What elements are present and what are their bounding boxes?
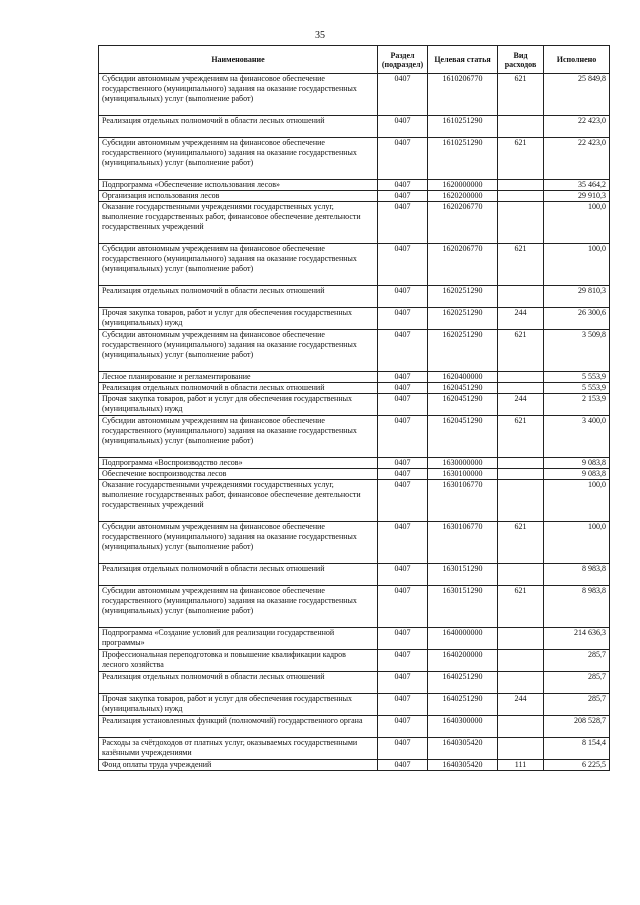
cell-section: 0407 [378,760,428,771]
cell-name: Оказание государственными учреждениями государственных услуг, выполнение государственных работ, финансовое обеспечение деятельности государственных учреждений [99,202,378,244]
cell-name: Реализация отдельных полномочий в области лесных отношений [99,116,378,138]
cell-article: 1620251290 [428,330,498,372]
cell-article: 1620206770 [428,202,498,244]
table-row [99,180,610,191]
table-row [99,716,610,738]
cell-executed: 208 528,7 [544,716,610,738]
header-article: Целевая статья [428,46,498,74]
header-executed: Исполнено [544,46,610,74]
cell-article: 1610251290 [428,138,498,180]
cell-executed: 8 154,4 [544,738,610,760]
cell-kind: 244 [498,694,544,716]
cell-section: 0407 [378,286,428,308]
cell-executed: 100,0 [544,480,610,522]
cell-kind [498,372,544,383]
cell-executed: 6 225,5 [544,760,610,771]
cell-article: 1620451290 [428,383,498,394]
cell-kind: 244 [498,394,544,416]
cell-executed: 22 423,0 [544,138,610,180]
cell-section: 0407 [378,716,428,738]
cell-kind [498,672,544,694]
cell-executed: 100,0 [544,202,610,244]
cell-article: 1640251290 [428,694,498,716]
cell-section: 0407 [378,383,428,394]
cell-section: 0407 [378,672,428,694]
table-row [99,202,610,244]
cell-section: 0407 [378,650,428,672]
cell-executed: 285,7 [544,672,610,694]
cell-executed: 8 983,8 [544,586,610,628]
table-row [99,760,610,771]
cell-name: Прочая закупка товаров, работ и услуг для обеспечения государственных (муниципальных) нужд [99,694,378,716]
cell-article: 1620200000 [428,191,498,202]
cell-article: 1630106770 [428,522,498,564]
cell-name: Реализация отдельных полномочий в области лесных отношений [99,383,378,394]
table-row [99,286,610,308]
cell-section: 0407 [378,564,428,586]
cell-article: 1640200000 [428,650,498,672]
cell-section: 0407 [378,202,428,244]
cell-article: 1610251290 [428,116,498,138]
cell-name: Реализация отдельных полномочий в области лесных отношений [99,564,378,586]
cell-article: 1630151290 [428,564,498,586]
table-row [99,244,610,286]
cell-executed: 5 553,9 [544,372,610,383]
cell-kind [498,628,544,650]
cell-article: 1620400000 [428,372,498,383]
table-row [99,116,610,138]
cell-kind [498,202,544,244]
cell-kind [498,738,544,760]
cell-executed: 8 983,8 [544,564,610,586]
cell-executed: 25 849,8 [544,74,610,116]
table-row [99,469,610,480]
table-row [99,480,610,522]
table-row [99,738,610,760]
cell-name: Расходы за счётдоходов от платных услуг, оказываемых государственными казёнными учреждениями [99,738,378,760]
table-row [99,416,610,458]
table-row [99,372,610,383]
cell-article: 1620000000 [428,180,498,191]
cell-section: 0407 [378,469,428,480]
cell-executed: 29 910,3 [544,191,610,202]
cell-name: Субсидии автономным учреждениям на финансовое обеспечение государственного (муниципального) задания на оказание государственных (муниципальных) услуг (выполнение работ) [99,522,378,564]
cell-article: 1620251290 [428,286,498,308]
cell-section: 0407 [378,330,428,372]
table-row [99,394,610,416]
cell-kind [498,650,544,672]
cell-kind: 621 [498,416,544,458]
cell-kind: 111 [498,760,544,771]
table-row [99,308,610,330]
cell-section: 0407 [378,416,428,458]
cell-name: Фонд оплаты труда учреждений [99,760,378,771]
cell-kind [498,286,544,308]
table-row [99,650,610,672]
cell-name: Субсидии автономным учреждениям на финансовое обеспечение государственного (муниципального) задания на оказание государственных (муниципальных) услуг (выполнение работ) [99,74,378,116]
table-row [99,586,610,628]
cell-article: 1630100000 [428,469,498,480]
cell-section: 0407 [378,480,428,522]
table-row [99,672,610,694]
cell-executed: 26 300,6 [544,308,610,330]
cell-executed: 285,7 [544,694,610,716]
cell-name: Субсидии автономным учреждениям на финансовое обеспечение государственного (муниципального) задания на оказание государственных (муниципальных) услуг (выполнение работ) [99,330,378,372]
cell-section: 0407 [378,74,428,116]
cell-executed: 29 810,3 [544,286,610,308]
table-row [99,330,610,372]
cell-executed: 3 400,0 [544,416,610,458]
cell-section: 0407 [378,738,428,760]
cell-kind [498,469,544,480]
table-row [99,628,610,650]
cell-executed: 3 509,8 [544,330,610,372]
cell-section: 0407 [378,394,428,416]
cell-kind [498,383,544,394]
cell-name: Лесное планирование и регламентирование [99,372,378,383]
cell-section: 0407 [378,458,428,469]
cell-executed: 100,0 [544,522,610,564]
cell-executed: 22 423,0 [544,116,610,138]
cell-kind [498,480,544,522]
cell-name: Прочая закупка товаров, работ и услуг для обеспечения государственных (муниципальных) нужд [99,308,378,330]
cell-article: 1640305420 [428,738,498,760]
cell-kind: 621 [498,522,544,564]
cell-name: Прочая закупка товаров, работ и услуг для обеспечения государственных (муниципальных) нужд [99,394,378,416]
table-header-row [99,46,610,74]
cell-section: 0407 [378,308,428,330]
table-row [99,191,610,202]
table-row [99,564,610,586]
cell-kind: 621 [498,244,544,286]
cell-article: 1640251290 [428,672,498,694]
cell-section: 0407 [378,116,428,138]
cell-name: Субсидии автономным учреждениям на финансовое обеспечение государственного (муниципального) задания на оказание государственных (муниципальных) услуг (выполнение работ) [99,138,378,180]
cell-article: 1620251290 [428,308,498,330]
cell-name: Реализация отдельных полномочий в области лесных отношений [99,286,378,308]
cell-executed: 35 464,2 [544,180,610,191]
cell-name: Субсидии автономным учреждениям на финансовое обеспечение государственного (муниципального) задания на оказание государственных (муниципальных) услуг (выполнение работ) [99,244,378,286]
cell-name: Оказание государственными учреждениями государственных услуг, выполнение государственных работ, финансовое обеспечение деятельности государственных учреждений [99,480,378,522]
cell-executed: 9 083,8 [544,469,610,480]
table-row [99,74,610,116]
cell-section: 0407 [378,244,428,286]
header-kind: Вид расходов [498,46,544,74]
cell-kind [498,458,544,469]
table-row [99,383,610,394]
cell-executed: 285,7 [544,650,610,672]
cell-article: 1620206770 [428,244,498,286]
cell-section: 0407 [378,138,428,180]
table-row [99,138,610,180]
cell-executed: 100,0 [544,244,610,286]
cell-kind [498,116,544,138]
cell-executed: 5 553,9 [544,383,610,394]
cell-article: 1640000000 [428,628,498,650]
cell-name: Реализация отдельных полномочий в области лесных отношений [99,672,378,694]
cell-kind: 621 [498,586,544,628]
cell-section: 0407 [378,522,428,564]
cell-name: Подпрограмма «Обеспечение использования лесов» [99,180,378,191]
cell-article: 1620451290 [428,394,498,416]
cell-kind [498,716,544,738]
cell-name: Обеспечение воспроизводства лесов [99,469,378,480]
cell-executed: 2 153,9 [544,394,610,416]
cell-name: Организация использования лесов [99,191,378,202]
cell-section: 0407 [378,628,428,650]
cell-kind: 244 [498,308,544,330]
cell-kind [498,564,544,586]
cell-executed: 214 636,3 [544,628,610,650]
cell-name: Профессиональная переподготовка и повышение квалификации кадров лесного хозяйства [99,650,378,672]
cell-name: Субсидии автономным учреждениям на финансовое обеспечение государственного (муниципального) задания на оказание государственных (муниципальных) услуг (выполнение работ) [99,586,378,628]
table-row [99,522,610,564]
cell-article: 1630000000 [428,458,498,469]
table-body [99,74,610,771]
cell-kind [498,180,544,191]
table-row [99,694,610,716]
cell-section: 0407 [378,191,428,202]
header-section: Раздел (подраздел) [378,46,428,74]
cell-article: 1640305420 [428,760,498,771]
cell-name: Субсидии автономным учреждениям на финансовое обеспечение государственного (муниципального) задания на оказание государственных (муниципальных) услуг (выполнение работ) [99,416,378,458]
expenditure-table [98,45,610,771]
page-number: 35 [315,30,325,41]
table-row [99,458,610,469]
cell-name: Подпрограмма «Воспроизводство лесов» [99,458,378,469]
cell-article: 1630151290 [428,586,498,628]
cell-section: 0407 [378,180,428,191]
cell-article: 1610206770 [428,74,498,116]
cell-executed: 9 083,8 [544,458,610,469]
cell-kind: 621 [498,330,544,372]
cell-kind: 621 [498,138,544,180]
cell-section: 0407 [378,372,428,383]
cell-section: 0407 [378,694,428,716]
cell-name: Реализация установленных функций (полномочий) государственного органа [99,716,378,738]
cell-article: 1620451290 [428,416,498,458]
cell-kind [498,191,544,202]
cell-kind: 621 [498,74,544,116]
cell-article: 1640300000 [428,716,498,738]
cell-article: 1630106770 [428,480,498,522]
cell-name: Подпрограмма «Создание условий для реализации государственной программы» [99,628,378,650]
header-name: Наименование [99,46,378,74]
cell-section: 0407 [378,586,428,628]
